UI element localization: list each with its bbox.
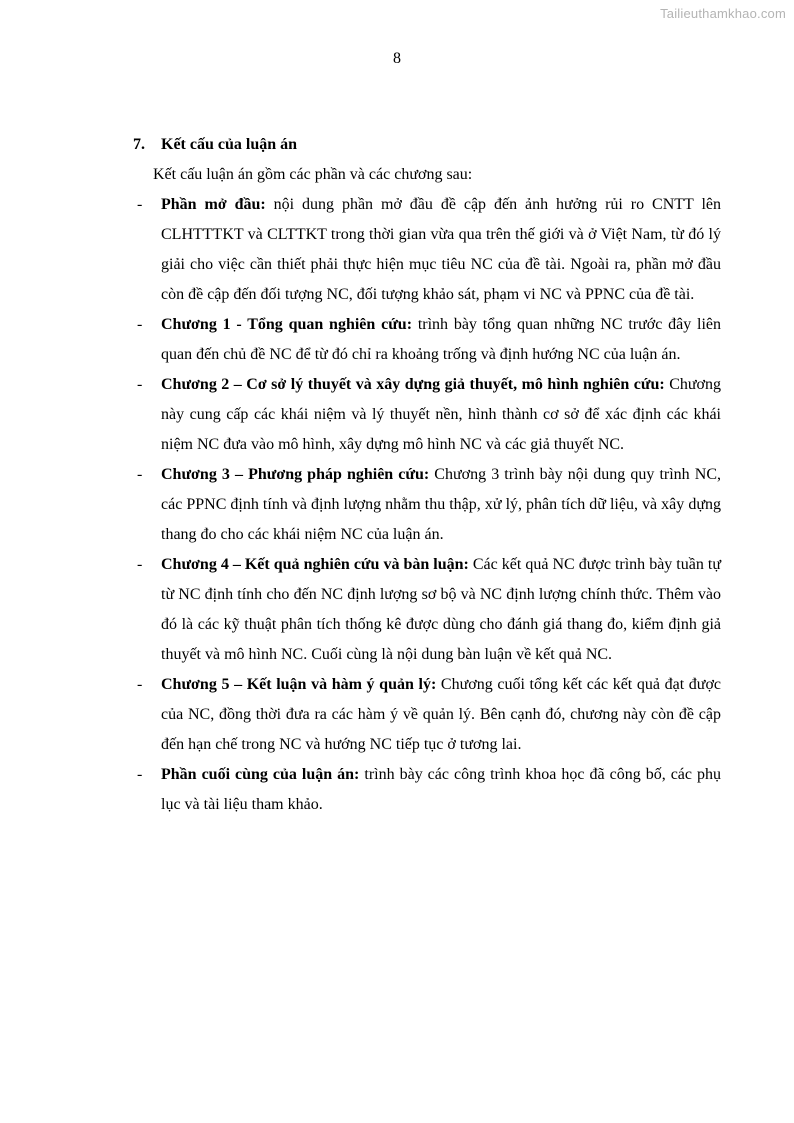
section-heading (133, 130, 721, 160)
item-text: trình bày các công trình khoa học đã công bố, các phụ lục và tài liệu tham khảo. (161, 766, 721, 813)
section-title: Kết cấu của luận án (161, 136, 298, 153)
item-heading: Phần mở đầu: (161, 196, 266, 213)
item-heading: Chương 1 - Tổng quan nghiên cứu: (161, 316, 413, 333)
bullet-dash: - (137, 316, 143, 333)
list-item (133, 190, 721, 310)
bullet-dash: - (137, 466, 143, 483)
section-number: 7. (133, 136, 145, 153)
item-heading: Chương 4 – Kết quả nghiên cứu và bàn luận: (161, 556, 469, 573)
item-text: Chương này cung cấp các khái niệm và lý thuyết nền, hình thành cơ sở để xác định các khái niệm NC đưa vào mô hình, xây dựng mô hình NC và các giả thuyết NC. (161, 376, 721, 453)
list-item (133, 760, 721, 820)
document-body (133, 130, 721, 820)
item-text: Chương 3 trình bày nội dung quy trình NC, các PPNC định tính và định lượng nhằm thu thập, xử lý, phân tích dữ liệu, và xây dựng thang đo cho các khái niệm NC của luận án. (161, 466, 721, 543)
page-number: 8 (393, 50, 401, 67)
item-heading: Chương 3 – Phương pháp nghiên cứu: (161, 466, 430, 483)
item-text: Các kết quả NC được trình bày tuần tự từ NC định tính cho đến NC định lượng sơ bộ và NC định lượng chính thức. Thêm vào đó là các kỹ thuật phân tích thống kê được dùng cho đánh giá thang đo, kiểm định giả thuyết và mô hình NC. Cuối cùng là nội dung bàn luận về kết quả NC. (161, 556, 721, 663)
list-item (133, 550, 721, 670)
item-text: trình bày tổng quan những NC trước đây liên quan đến chủ đề NC để từ đó chỉ ra khoảng trống và định hướng NC của luận án. (161, 316, 721, 363)
bullet-dash: - (137, 556, 143, 573)
section-intro: Kết cấu luận án gồm các phần và các chương sau: (153, 166, 473, 183)
item-heading: Chương 2 – Cơ sở lý thuyết và xây dựng giả thuyết, mô hình nghiên cứu: (161, 376, 665, 393)
bullet-dash: - (137, 196, 143, 213)
list-item (133, 670, 721, 760)
list-item (133, 370, 721, 460)
bullet-dash: - (137, 376, 143, 393)
item-text: Chương cuối tổng kết các kết quả đạt được của NC, đồng thời đưa ra các hàm ý về quản lý. Bên cạnh đó, chương này còn đề cập đến hạn chế trong NC và hướng NC tiếp tục ở tương lai. (161, 676, 722, 753)
item-heading: Phần cuối cùng của luận án: (161, 766, 360, 783)
watermark: Tailieuthamkhao.com (660, 6, 786, 21)
bullet-dash: - (137, 676, 143, 693)
list-item (133, 460, 721, 550)
bullet-dash: - (137, 766, 143, 783)
item-heading: Chương 5 – Kết luận và hàm ý quản lý: (161, 676, 437, 693)
structure-list (133, 190, 721, 820)
list-item (133, 310, 721, 370)
item-text: nội dung phần mở đầu đề cập đến ảnh hưởng rủi ro CNTT lên CLHTTTKT và CLTTKT trong thời gian vừa qua trên thế giới và ở Việt Nam, từ đó lý giải cho việc cần thiết phải thực hiện mục tiêu NC của đề tài. Ngoài ra, phần mở đầu còn đề cập đến đối tượng NC, đối tượng khảo sát, phạm vi NC và PPNC của đề tài. (161, 196, 721, 303)
